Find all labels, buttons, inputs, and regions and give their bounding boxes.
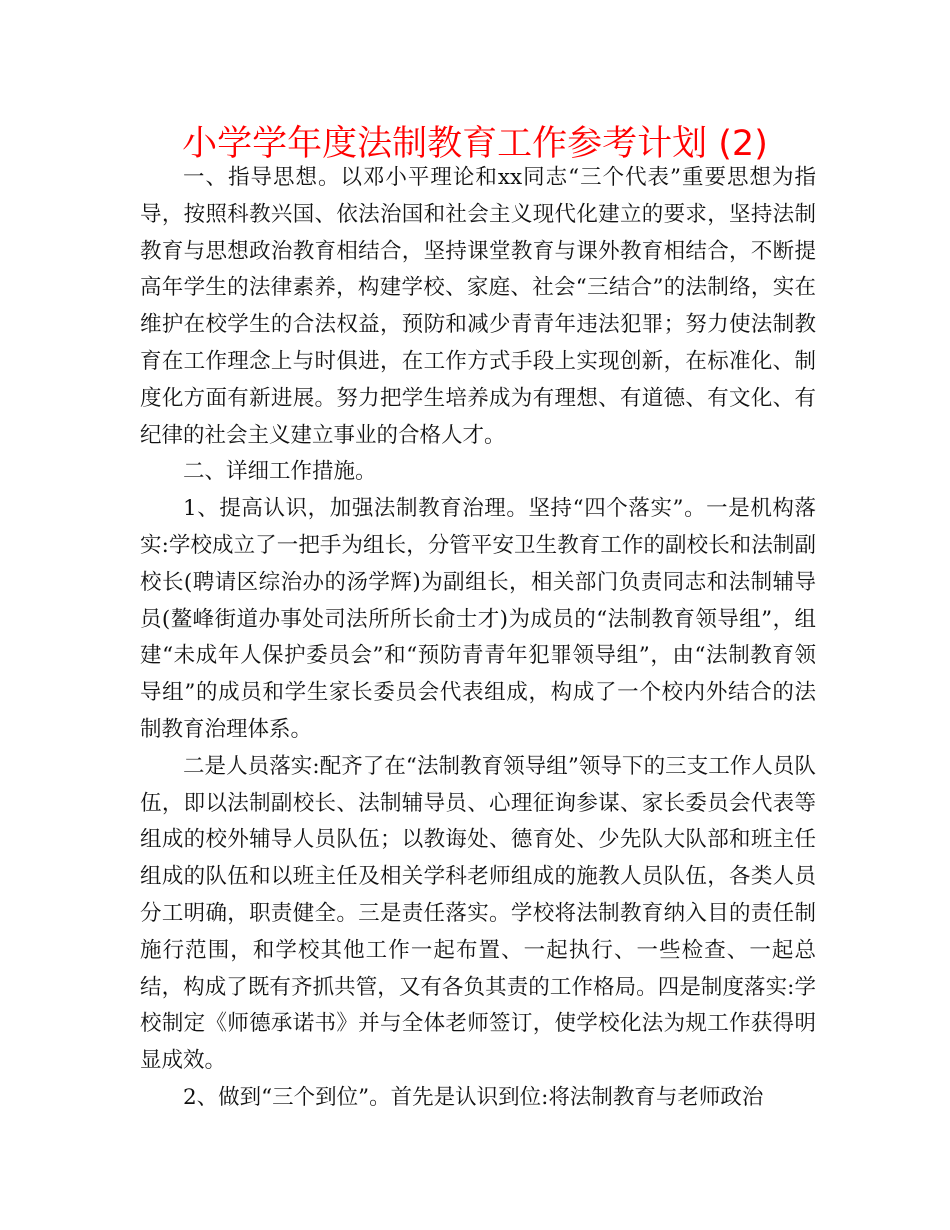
paragraph-measure-2: 2、做到“三个到位”。首先是认识到位:将法制教育与老师政治: [183, 1084, 764, 1110]
paragraph-measures-heading: 二、详细工作措施。: [183, 459, 377, 485]
document-title: 小学学年度法制教育工作参考计划 (2): [182, 124, 768, 164]
paragraph-guiding-thought: 一、指导思想。以邓小平理论和xx同志“三个代表”重要思想为指导，按照科教兴国、依法治国和社会主义现代化建立的要求，坚持法制教育与思想政治教育相结合，坚持课堂教育与课外教育相结合，不断提高年学生的法律素养，构建学校、家庭、社会“三结合”的法制络，实在维护在校学生的合法权益，预防和减少青青年违法犯罪；努力使法制教育在工作理念上与时俱进，在工作方式手段上实现创新，在标准化、制度化方面有新进展。努力把学生培养成为有理想、有道德、有文化、有纪律的社会主义建立事业的合格人才。: [140, 165, 816, 448]
paragraph-measure-1: 1、提高认识，加强法制教育治理。坚持“四个落实”。一是机构落实:学校成立了一把手为组长，分管平安卫生教育工作的副校长和法制副校长(聘请区综治办的汤学辉)为副组长，相关部门负责同志和法制辅导员(鳌峰街道办事处司法所所长俞士才)为成员的“法制教育领导组”，组建“未成年人保护委员会”和“预防青青年犯罪领导组”，由“法制教育领导组”的成员和学生家长委员会代表组成，构成了一个校内外结合的法制教育治理体系。: [140, 496, 816, 742]
document-body: [140, 160, 816, 1117]
paragraph-personnel: 二是人员落实:配齐了在“法制教育领导组”领导下的三支工作人员队伍，即以法制副校长、法制辅导员、心理征询参谋、家长委员会代表等组成的校外辅导人员队伍；以教诲处、德育处、少先队大队部和班主任组成的队伍和以班主任及相关学科老师组成的施教人员队伍，各类人员分工明确，职责健全。三是责任落实。学校将法制教育纳入目的责任制施行范围，和学校其他工作一起布置、一起执行、一些检查、一起总结，构成了既有齐抓共管，又有各负其责的工作格局。四是制度落实:学校制定《师德承诺书》并与全体老师签订，使学校化法为规工作获得明显成效。: [140, 753, 816, 1074]
